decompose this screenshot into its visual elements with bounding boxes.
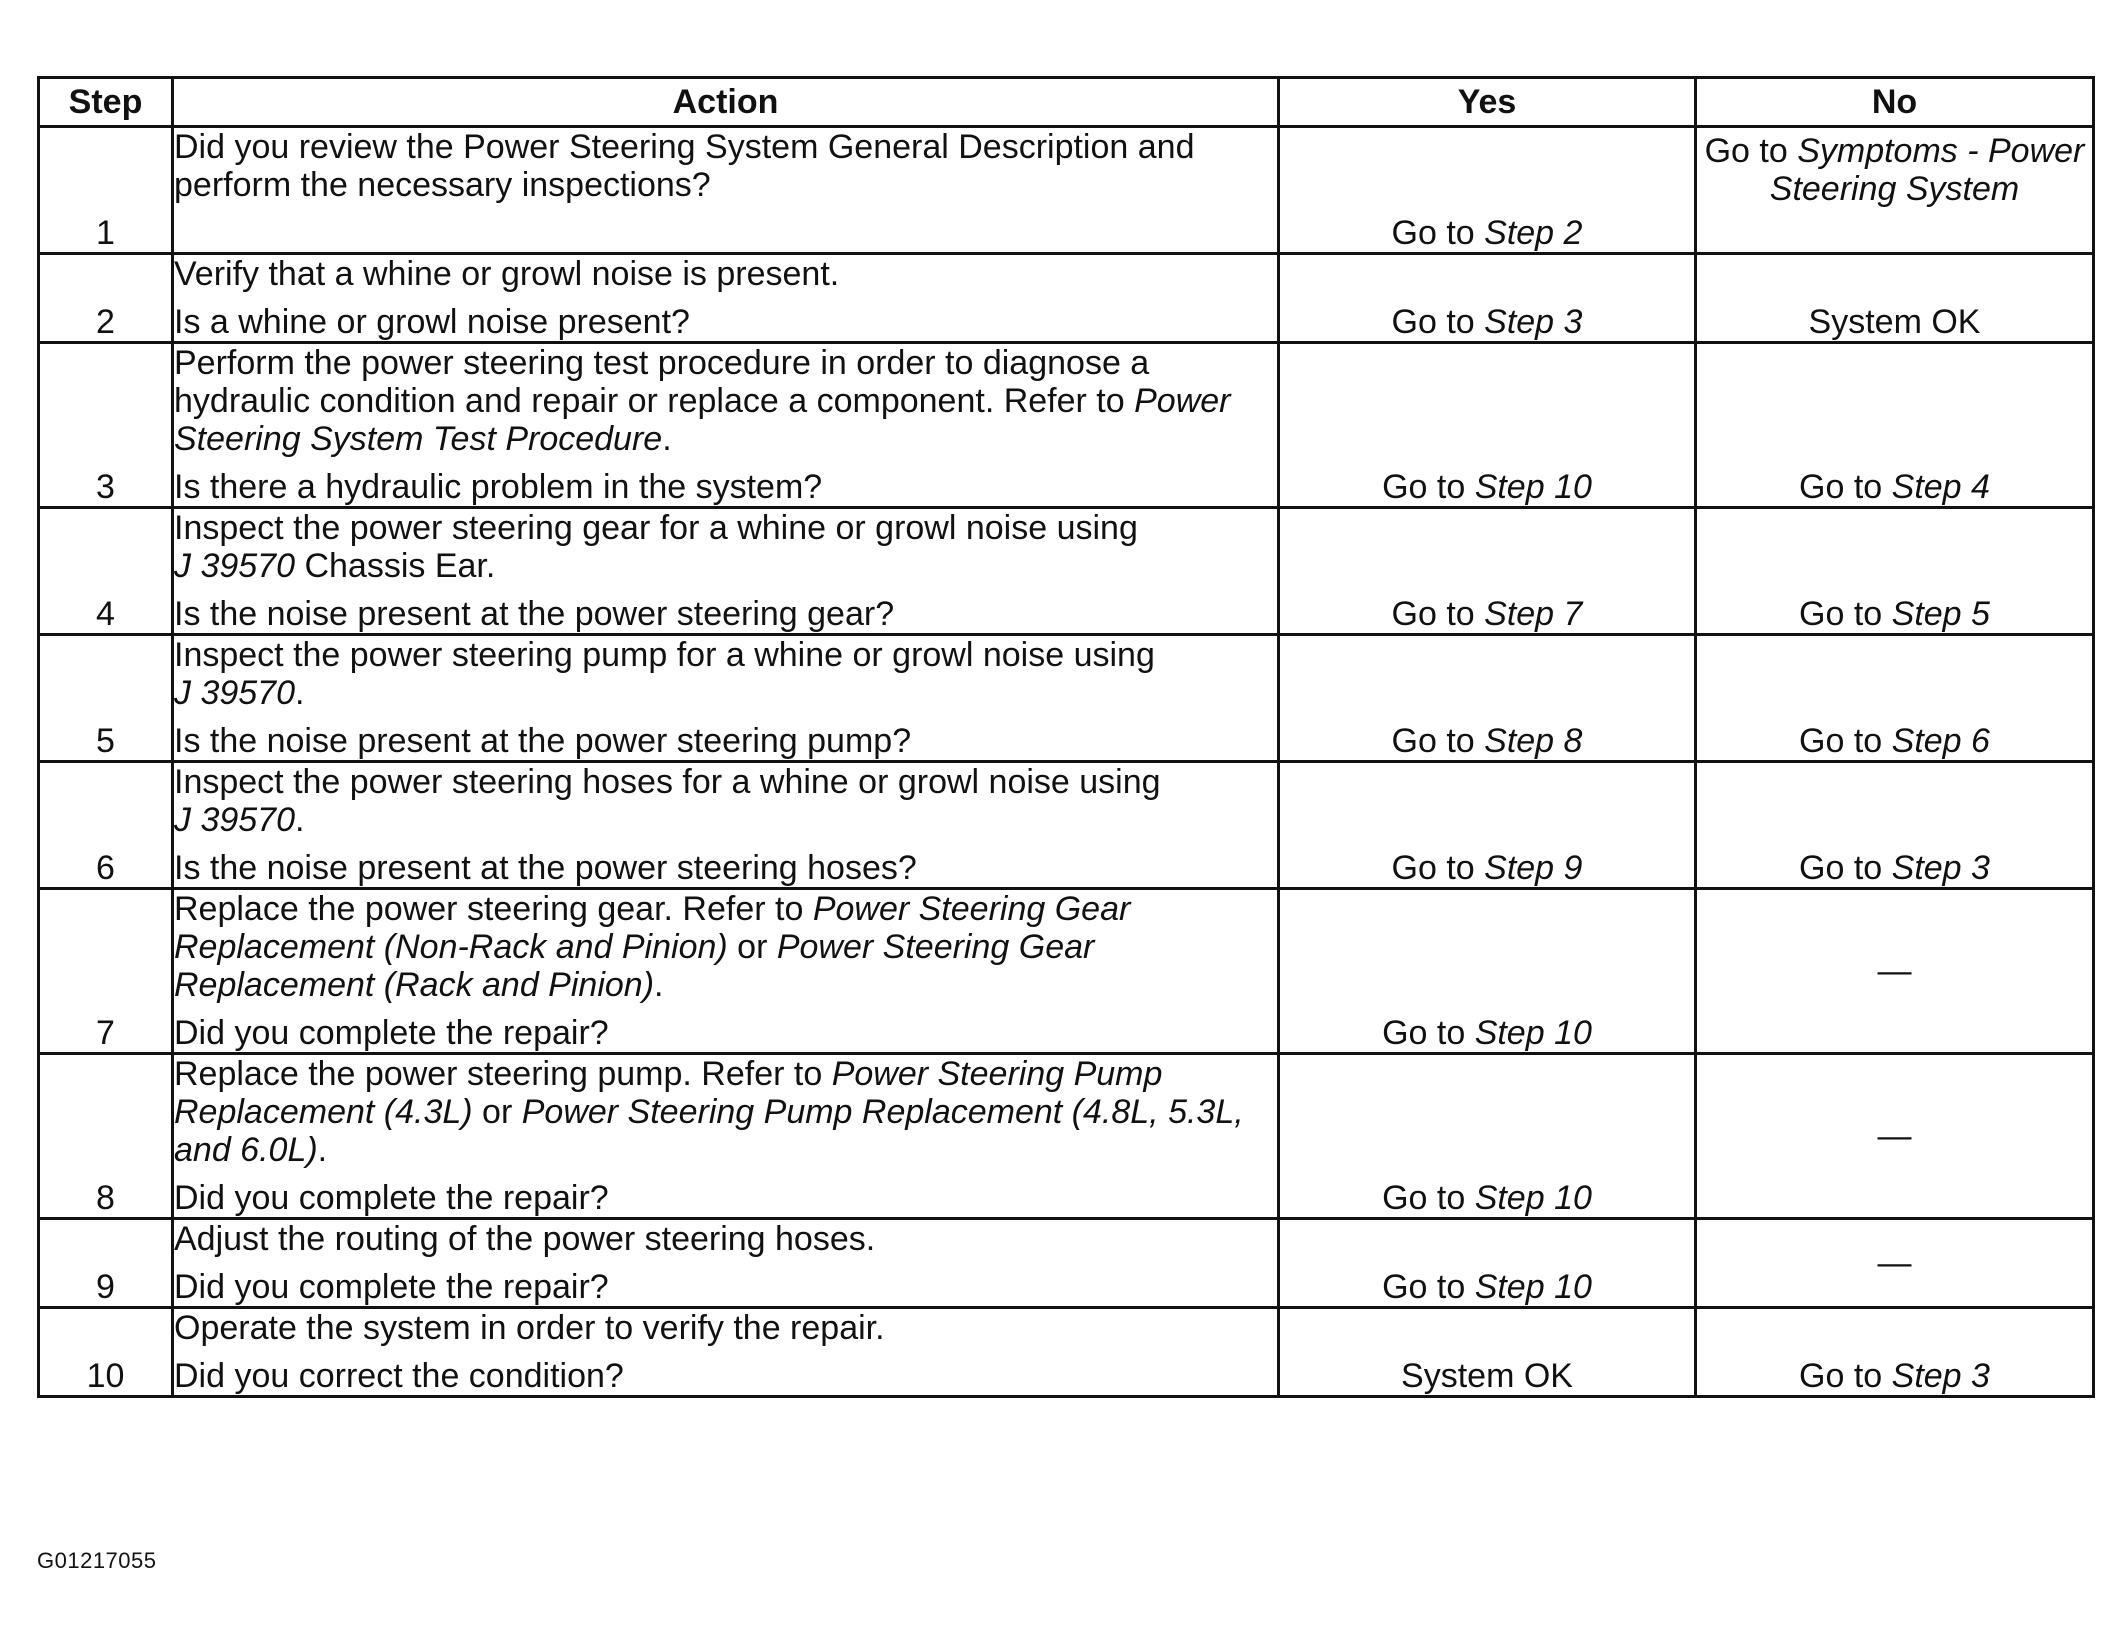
no-cell — [1696, 1308, 2094, 1397]
action-text: Verify that a whine or growl noise is present. — [174, 255, 840, 293]
action-text — [174, 1055, 1277, 1169]
step-number: 7 — [39, 889, 173, 1054]
yes-cell: System OK — [1279, 1308, 1696, 1397]
step-number: 9 — [39, 1219, 173, 1308]
table-row — [39, 889, 2094, 1054]
yes-prefix: Go to — [1391, 595, 1485, 633]
yes-cell — [1279, 889, 1696, 1054]
yes-cell — [1279, 254, 1696, 343]
step-number: 3 — [39, 343, 173, 508]
action-cell — [173, 254, 1279, 343]
table-row — [39, 1308, 2094, 1397]
yes-cell — [1279, 1054, 1696, 1219]
yes-step-link[interactable]: Step 7 — [1484, 595, 1583, 633]
no-cell: System OK — [1696, 254, 2094, 343]
table-row — [39, 762, 2094, 889]
action-text-mid: or — [472, 1093, 522, 1131]
step-number: 1 — [39, 127, 173, 254]
action-text-part: Inspect the power steering gear for a whine or growl noise using — [174, 509, 1138, 547]
no-step-link[interactable]: Step 4 — [1891, 468, 1990, 506]
yes-prefix: Go to — [1391, 849, 1485, 887]
action-text — [174, 509, 1277, 585]
action-question: Did you complete the repair? — [174, 1014, 609, 1052]
action-question: Is the noise present at the power steering hoses? — [174, 849, 917, 887]
table-row — [39, 343, 2094, 508]
action-ref-link[interactable]: Power Steering Gear Replacement (Non-Rack and Pinion) — [174, 890, 1131, 966]
step-number: 2 — [39, 254, 173, 343]
figure-id: G01217055 — [37, 1548, 157, 1573]
no-step-link[interactable]: Step 6 — [1891, 722, 1990, 760]
step-number: 8 — [39, 1054, 173, 1219]
no-cell — [1696, 343, 2094, 508]
step-number: 10 — [39, 1308, 173, 1397]
action-text-part: Inspect the power steering pump for a whine or growl noise using — [174, 636, 1155, 674]
action-text-mid: or — [727, 928, 777, 966]
yes-prefix: Go to — [1382, 1014, 1475, 1052]
action-question: Did you complete the repair? — [174, 1268, 609, 1306]
action-cell — [173, 508, 1279, 635]
action-question: Did you complete the repair? — [174, 1179, 609, 1217]
action-text-end: . — [317, 1131, 328, 1169]
yes-cell — [1279, 635, 1696, 762]
action-text-part: Replace the power steering pump. Refer to — [174, 1055, 832, 1093]
action-question: Did you correct the condition? — [174, 1357, 624, 1395]
action-question: Is there a hydraulic problem in the system? — [174, 468, 823, 506]
yes-prefix: Go to — [1382, 1268, 1475, 1306]
yes-prefix: Go to — [1382, 468, 1475, 506]
no-prefix: Go to — [1799, 849, 1892, 887]
table-row — [39, 127, 2094, 254]
action-text: Did you review the Power Steering System General Description and perform the necessary inspections? — [174, 128, 1195, 204]
action-ref-link-2[interactable]: Power Steering Pump Replacement (4.8L, 5.3L, and 6.0L) — [174, 1093, 1244, 1169]
action-text — [174, 763, 1277, 839]
no-step-link[interactable]: Step 3 — [1891, 849, 1990, 887]
action-text: Adjust the routing of the power steering hoses. — [174, 1220, 876, 1258]
no-cell — [1696, 508, 2094, 635]
tool-ref-link[interactable]: J 39570 — [174, 547, 295, 585]
action-text — [174, 344, 1277, 458]
action-text-part: Replace the power steering gear. Refer to — [174, 890, 813, 928]
no-step-link[interactable]: Step 3 — [1891, 1357, 1990, 1395]
step-number: 6 — [39, 762, 173, 889]
no-prefix: Go to — [1704, 132, 1798, 170]
action-text-end: Chassis Ear. — [295, 547, 496, 585]
action-text: Operate the system in order to verify the repair. — [174, 1309, 885, 1347]
yes-step-link[interactable]: Step 9 — [1484, 849, 1583, 887]
table-row — [39, 1219, 2094, 1308]
no-symptoms-link[interactable]: Symptoms - Power Steering System — [1769, 132, 2085, 208]
action-cell — [173, 1219, 1279, 1308]
yes-cell — [1279, 508, 1696, 635]
yes-step-link[interactable]: Step 10 — [1474, 1268, 1592, 1306]
step-number: 4 — [39, 508, 173, 635]
action-text — [174, 636, 1277, 712]
yes-prefix: Go to — [1391, 303, 1485, 341]
no-prefix: Go to — [1799, 1357, 1892, 1395]
action-text-part: Perform the power steering test procedure in order to diagnose a hydraulic condition and repair or replace a component. Refer to — [174, 344, 1150, 420]
header-yes: Yes — [1279, 78, 1696, 127]
action-cell — [173, 762, 1279, 889]
action-text-part: Inspect the power steering hoses for a whine or growl noise using — [174, 763, 1161, 801]
no-step-link[interactable]: Step 5 — [1891, 595, 1990, 633]
header-no: No — [1696, 78, 2094, 127]
no-prefix: Go to — [1799, 468, 1892, 506]
tool-ref-link[interactable]: J 39570 — [174, 674, 295, 712]
yes-step-link[interactable]: Step 2 — [1484, 214, 1583, 252]
yes-prefix: Go to — [1391, 722, 1485, 760]
action-question: Is the noise present at the power steering gear? — [174, 595, 895, 633]
no-cell: — — [1696, 1054, 2094, 1219]
action-text-end: . — [295, 801, 305, 839]
action-text — [174, 890, 1277, 1004]
header-action: Action — [173, 78, 1279, 127]
action-cell — [173, 1054, 1279, 1219]
action-text-end: . — [654, 966, 664, 1004]
yes-step-link[interactable]: Step 3 — [1484, 303, 1583, 341]
action-text-end: . — [662, 420, 672, 458]
yes-cell — [1279, 1219, 1696, 1308]
table-row — [39, 635, 2094, 762]
header-row — [39, 78, 2094, 127]
action-ref-link-2[interactable]: Power Steering Gear Replacement (Rack and Pinion) — [174, 928, 1095, 1004]
action-question: Is the noise present at the power steering pump? — [174, 722, 912, 760]
no-cell: — — [1696, 1219, 2094, 1308]
step-number: 5 — [39, 635, 173, 762]
action-text-end: . — [295, 674, 305, 712]
yes-prefix: Go to — [1382, 1179, 1475, 1217]
table-row — [39, 1054, 2094, 1219]
yes-step-link[interactable]: Step 10 — [1474, 1179, 1592, 1217]
yes-cell — [1279, 127, 1696, 254]
action-cell — [173, 127, 1279, 254]
action-question: Is a whine or growl noise present? — [174, 303, 690, 341]
no-cell — [1696, 635, 2094, 762]
action-cell — [173, 1308, 1279, 1397]
table-row — [39, 254, 2094, 343]
no-prefix: Go to — [1799, 722, 1892, 760]
tool-ref-link[interactable]: J 39570 — [174, 801, 295, 839]
table-row — [39, 508, 2094, 635]
no-prefix: Go to — [1799, 595, 1892, 633]
yes-step-link[interactable]: Step 10 — [1474, 468, 1592, 506]
yes-step-link[interactable]: Step 10 — [1474, 1014, 1592, 1052]
action-ref-link[interactable]: Power Steering Pump Replacement (4.3L) — [174, 1055, 1163, 1131]
no-cell: — — [1696, 889, 2094, 1054]
yes-prefix: Go to — [1391, 214, 1485, 252]
header-step: Step — [39, 78, 173, 127]
yes-cell — [1279, 343, 1696, 508]
no-cell — [1696, 127, 2094, 254]
diagnostic-table — [37, 76, 2095, 1398]
no-cell — [1696, 762, 2094, 889]
action-cell — [173, 635, 1279, 762]
yes-cell — [1279, 762, 1696, 889]
action-cell — [173, 889, 1279, 1054]
action-cell — [173, 343, 1279, 508]
action-ref-link[interactable]: Power Steering System Test Procedure — [174, 382, 1231, 458]
yes-step-link[interactable]: Step 8 — [1484, 722, 1583, 760]
